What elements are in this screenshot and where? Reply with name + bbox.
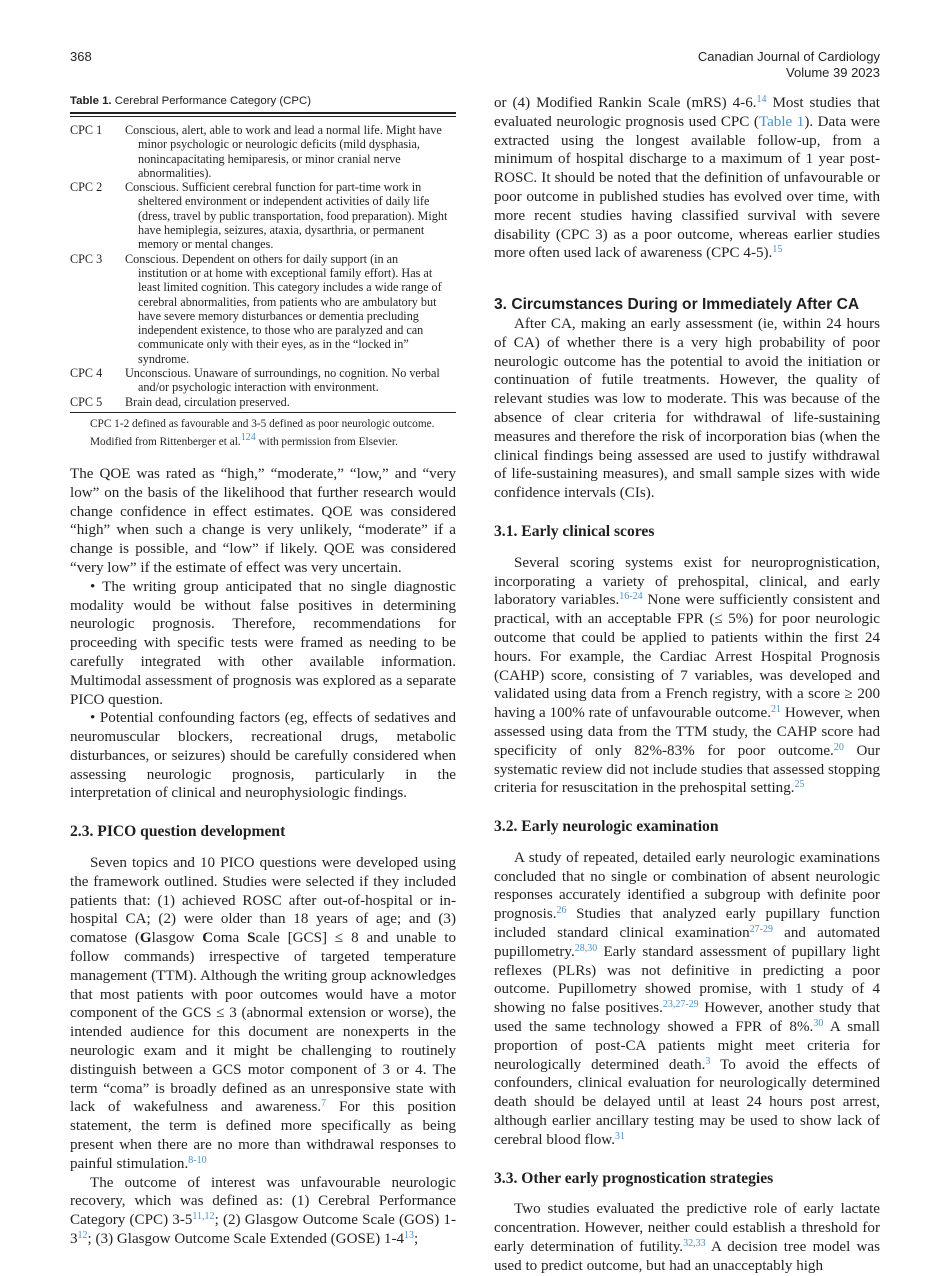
table-footnote-1: CPC 1-2 defined as favourable and 3-5 defined as poor neurologic outcome. [90,417,435,430]
cpc-description-line: (dress, travel by public transportation, food preparation). Might [138,208,448,223]
citation-ref[interactable]: 25 [794,779,805,791]
paragraph-qoe: The QOE was rated as “high,” “moderate,” “low,” and “very low” on the basis of the likelihood that further research would change confidence in effect estimates. QOE was considered “high” when such a change is very unlikely, “moderate” if a change is possible, and “low” if likely. QOE was considered “very low” if the estimate of effect was very uncertain. [70,465,456,576]
text: Early standard assessment of pupillary light reflexes (PLRs) was not definitive in predicting a poor outcome. Pupillometry showed promise, with 1 study of 4 showing no false positives. [494,943,880,1017]
heading-3-3: 3.3. Other early prognostication strategies [494,1169,774,1187]
cpc-description [125,395,456,409]
text: However, when assessed using data from the TTM study, the CAHP score had specificity of only 82%-83% for poor outcome. [494,705,880,759]
citation-ref[interactable]: 13 [404,1230,415,1242]
text: Seven topics and 10 PICO questions were developed using the framework outlined. Studies were selected if they included patients that: (1) achieved ROSC after out-of-hospital or in-hospital CA; (2) were older than 18 years of age; and (3) comatose ( [70,855,456,947]
left-column [70,94,456,1249]
citation-ref[interactable]: 14 [756,94,767,105]
cpc-description-line: Conscious. Sufficient cerebral function for part-time work in [125,180,422,195]
citation-ref[interactable]: 12 [77,1230,88,1242]
text: A decision tree model was used to predict outcome, but had an unacceptably high [494,1239,880,1274]
text-bold: G [139,930,152,947]
cpc-description-line: Conscious. Dependent on others for daily support (in an [125,251,399,266]
cpc-description-line: abnormalities). [138,165,212,180]
cpc-description-line: Conscious, alert, able to work and lead a normal life. Might have [125,123,442,137]
cpc-code: CPC 1 [70,123,103,137]
paragraph-outcome [70,1174,456,1249]
journal-name: Canadian Journal of Cardiology [697,49,880,64]
citation-ref[interactable]: 20 [833,741,844,753]
journal-header [698,49,880,81]
cpc-description [125,123,456,180]
paragraph-circumstances: After CA, making an early assessment (ie, within 24 hours of CA) of whether there is a very high probability of poor neurologic outcome has the potential to avoid the initiation or continuation of futile treatments. However, the quality of relevant studies was low to moderate. This was because of the absence of clear criteria for withdrawal of life-sustaining measures and therefore the risk of incorporation bias (when the clinical findings being assessed are used to justify withdrawal of life-sustaining measures), and small sample sizes with wide confidence intervals (CIs). [494,315,880,502]
citation-ref[interactable]: 21 [771,704,781,716]
citation-ref[interactable]: 124 [240,431,256,443]
table-bottom-rule [70,412,456,413]
table-row [70,123,456,180]
text: ; (2) Glasgow Outcome Scale (GOS) 1-3 [70,1212,456,1248]
table-row [70,395,456,409]
table-title: Cerebral Performance Category (CPC) [114,95,311,107]
text: Our systematic review did not include studies that assessed stopping criteria for resuscitation in the prehospital setting. [494,742,880,797]
cpc-code: CPC 2 [70,180,103,195]
cpc-description-line: nonincapacitating hemiparesis, or minor cranial nerve [138,151,401,166]
citation-ref[interactable]: 30 [813,1018,824,1030]
citation-ref[interactable]: 31 [614,1130,625,1142]
text: A small proportion of post-CA patients might meet criteria for neurologically determined death. [494,1019,880,1073]
text: and automated pupillometry. [494,925,880,960]
text: lasgow [151,930,203,947]
cpc-description-line: and/or psychologic interaction with environment. [138,380,379,395]
table-label: Table 1. [70,95,112,107]
text: ; (3) Glasgow Outcome Scale Extended (GOSE) 1-4 [87,1231,405,1248]
citation-ref[interactable]: 11,12 [192,1211,215,1223]
cpc-description-line: cerebral abnormalities, from patients who are ambulatory but [138,294,437,309]
journal-volume: Volume 39 2023 [786,65,880,80]
footnote-text-end: with permission from Elsevier. [255,435,398,448]
cpc-description-line: least limited cognition. This category includes a wide range of [138,280,442,295]
paragraph-neuro-exam [494,849,880,1150]
heading-3-2: 3.2. Early neurologic examination [494,818,719,836]
table-top-rule [70,112,456,114]
text: or (4) Modified Rankin Scale (mRS) 4-6. [494,95,757,111]
text: Most studies that evaluated neurologic prognosis used CPC ( [494,95,880,130]
text: Studies that analyzed early pupillary function included standard clinical examination [494,906,880,942]
text: Two studies evaluated the predictive role of early lactate concentration. However, neither could establish a threshold for early determination of futility. [494,1201,880,1256]
table-row [70,180,456,251]
cpc-code: CPC 3 [70,251,103,266]
citation-ref[interactable]: 27-29 [749,924,773,936]
table-footnote-2 [70,431,456,450]
cpc-description-line: sheltered environment or independent activities of daily life [138,194,430,209]
paragraph-bullet-2: • Potential confounding factors (eg, effects of sedatives and neuromuscular blockers, recreational drugs, metabolic disturbances, or seizures) should be carefully considered when assessing neurologic prognosis, particularly in the interpretation of clinical and neurophysiologic findings. [70,710,456,802]
table-footnotes [70,417,456,450]
citation-ref[interactable]: 8-10 [188,1154,207,1166]
table-link[interactable]: Table 1 [758,113,805,130]
paragraph-pico [70,854,456,1174]
citation-ref[interactable]: 16-24 [619,591,643,603]
cpc-table [70,123,456,409]
table-top-rule-thin [70,116,456,117]
text: The outcome of interest was unfavourable neurologic recovery, which was defined as: (1) Cerebral Performance Category (CPC) 3-5 [70,1174,456,1229]
cpc-description-line: independent existence, to those who are paralyzed and can [138,323,424,338]
text: Several scoring systems exist for neuroprognistication, incorporating a variety of prehospital, clinical, and early laboratory variables. [494,554,880,609]
paragraph-other-strategies [494,1200,880,1275]
cpc-code: CPC 4 [70,366,103,381]
citation-ref[interactable]: 32,33 [683,1238,706,1250]
text: A study of repeated, detailed early neurologic examinations concluded that no single or combination of absent neurologic responses accurately identified a subgroup with definite poor prognosis. [494,849,880,923]
cpc-description [125,180,456,251]
text-bold: C [202,930,214,947]
table-caption [70,94,456,108]
cpc-description-line: communicate only with their eyes, as in the “locked in” [138,337,409,352]
paragraph-outcome-cont [494,94,880,263]
text-bold: S [247,930,256,947]
heading-3-1: 3.1. Early clinical scores [494,522,655,540]
text: cale [GCS] ≤ 8 and unable to follow commands) irrespective of targeted temperature management (TTM). Although the writing group acknowledges that most patients with poor outcomes would have a motor component of the GCS ≤ 3 (abnormal extension or worse), the intended audience for this document are nonexperts in the neurologic exam and it might be challenging to routinely distinguish between a GCS motor component of 3 or 4. The term “coma” is broadly defined as an unresponsive state with lack of wakefulness and awareness. [70,930,456,1116]
citation-ref[interactable]: 7 [321,1098,327,1110]
page-number: 368 [70,49,92,64]
heading-section-3: 3. Circumstances During or Immediately After CA [494,296,860,314]
cpc-description-line: institution or at home with exceptional family effort). Has at [138,265,433,280]
citation-ref[interactable]: 26 [556,905,567,917]
paragraph-early-scores [494,554,880,798]
citation-ref[interactable]: 15 [772,244,783,256]
text: ). Data were extracted using the longest available follow-up, from a minimum of hospital discharge to a maximum of 1 year post-ROSC. It should be noted that the definition of unfavourable or poor outcome in published studies has evolved over time, with more recent studies having classified survival with severe disability (CPC 3) as a poor outcome, whereas earlier studies more often used lack of awareness (CPC 4-5). [494,113,881,262]
cpc-description [125,252,456,366]
table-row [70,366,456,395]
citation-ref[interactable]: 23,27-29 [662,999,699,1011]
text: oma [213,930,248,947]
cpc-description-line: Unconscious. Unaware of surroundings, no cognition. No verbal [125,366,440,381]
table-row [70,252,456,366]
heading-pico: 2.3. PICO question development [70,823,286,841]
text: None were sufficiently consistent and practical, with an acceptable FPR (≤ 5%) for poor neurologic outcome that could be applied to patients within the first 24 hours. For example, the Cardiac Arrest Hospital Prognosis (CAHP) score, consisting of 7 variables, was developed and validated using data from a French registry, with a score ≥ 200 having a 100% rate of unfavourable outcome. [494,592,880,722]
cpc-description-line: syndrome. [138,351,190,366]
footnote-text: Modified from Rittenberger et al. [90,435,241,448]
cpc-description-line: memory or mental changes. [138,237,274,252]
cpc-description-line: have severe memory disturbances or dementia precluding [138,308,419,323]
cpc-description-line: Brain dead, circulation preserved. [125,394,290,409]
citation-ref[interactable]: 3 [705,1055,711,1067]
cpc-description-line: minor psychologic or neurologic deficits (mild dysphasia, [138,137,420,152]
text: However, another study that used the same technology showed a FPR of 8%. [494,1000,880,1036]
left-body [70,465,456,1249]
cpc-code: CPC 5 [70,394,103,409]
text: To avoid the effects of confounders, clinical evaluation for neurologically determined death should be delayed until at least 24 hours post arrest, although earlier ancillary testing may be used to show lack of cerebral blood flow. [494,1056,880,1148]
paragraph-bullet-1: • The writing group anticipated that no single diagnostic modality would be without false positives in determining neurologic prognosis. Therefore, recommendations for proceeding with specific tests were framed as needing to be carefully integrated with other available information. Multimodal assessment of prognosis was explored as a separate PICO question. [70,578,456,708]
cpc-description [125,366,456,395]
text: For this position statement, the term is defined more specifically as being present when there are no more than withdrawal responses to painful stimulation. [70,1099,456,1172]
right-column [494,94,880,1276]
cpc-description-line: have hemiplegia, seizures, ataxia, dysarthria, or permanent [138,223,425,238]
text: ; [414,1231,419,1248]
citation-ref[interactable]: 28,30 [574,942,598,954]
